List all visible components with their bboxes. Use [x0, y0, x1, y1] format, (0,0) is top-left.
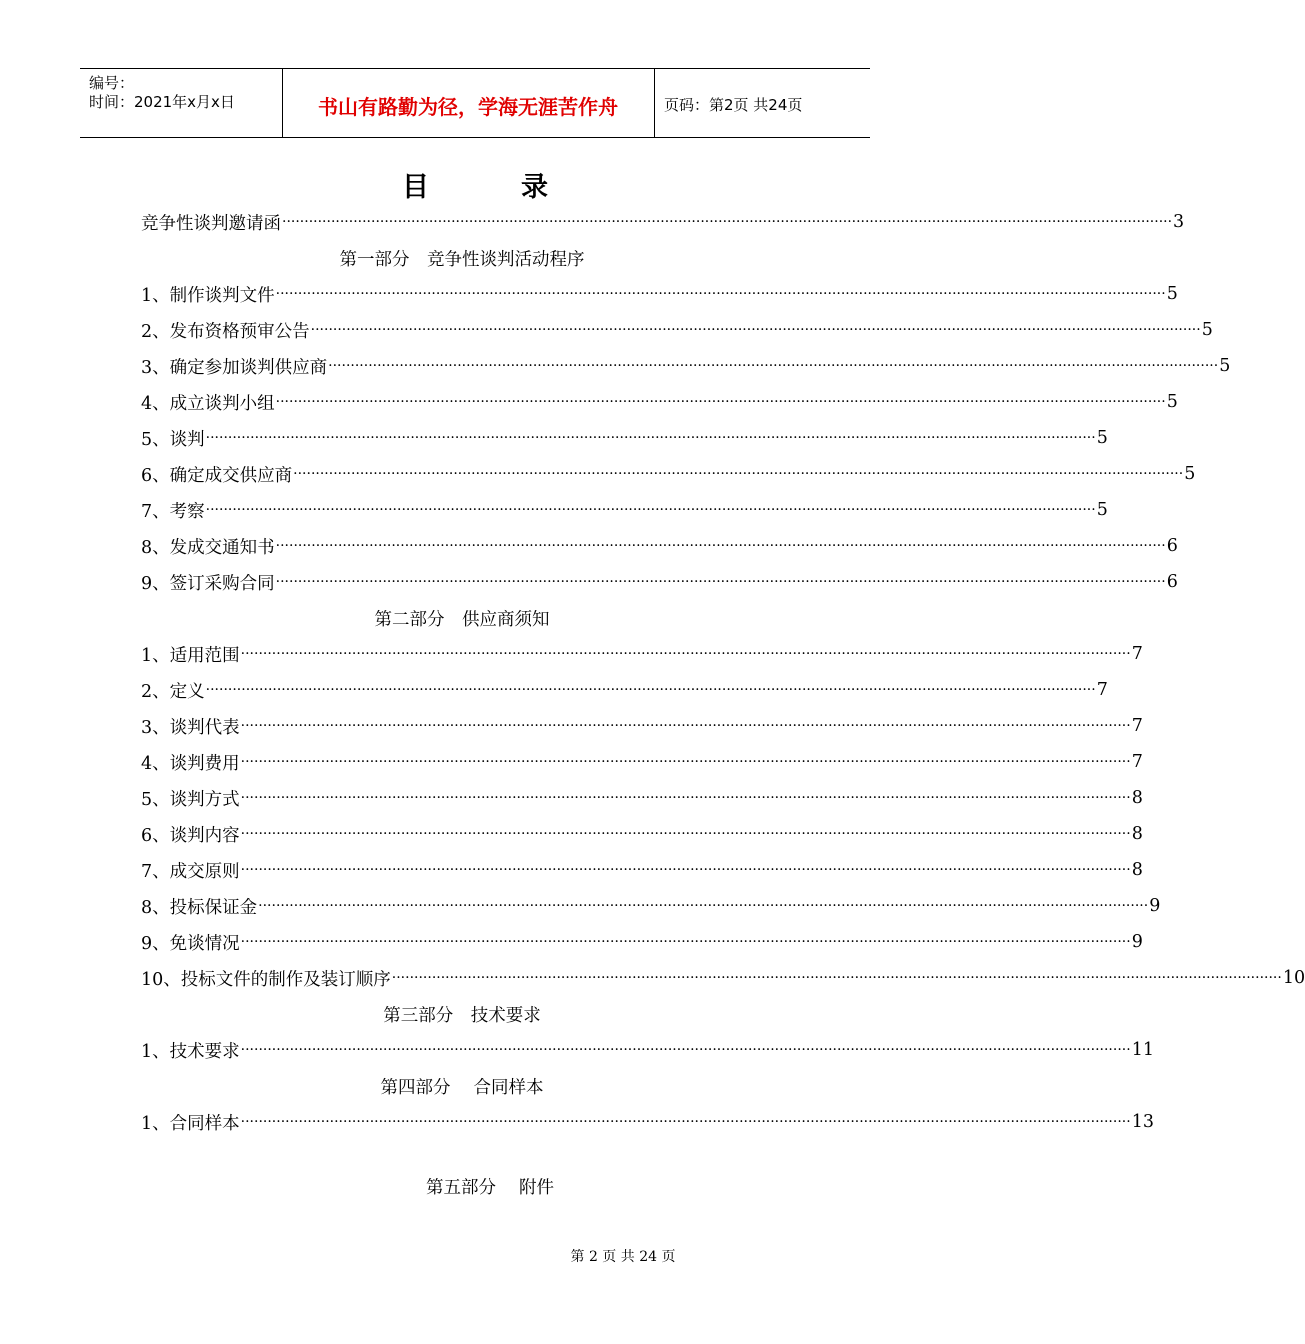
- toc-entry[interactable]: [141, 744, 1143, 780]
- toc-entry-label: 9、签订采购合同: [141, 573, 275, 594]
- toc-entry[interactable]: [141, 1032, 1154, 1068]
- toc-entry[interactable]: [141, 564, 1178, 600]
- toc-section-label: 第二部分 供应商须知: [374, 609, 550, 630]
- toc-entry-label: 1、制作谈判文件: [141, 285, 275, 306]
- toc-entry[interactable]: [141, 492, 1108, 528]
- header-page-cell: [655, 69, 870, 137]
- header-page-info: 页码：第2页 共24页: [664, 96, 803, 114]
- toc-leader-dots: ········································································································································································································: [275, 574, 1166, 590]
- toc-entry-page: 8: [1131, 860, 1143, 880]
- toc-entry-label: 10、投标文件的制作及装订顺序: [141, 969, 391, 990]
- toc-leader-dots: ········································································································································································································: [240, 790, 1131, 806]
- toc-entry-label: 竞争性谈判邀请函: [141, 213, 281, 234]
- toc-section-heading: [141, 600, 773, 636]
- toc-entry-page: 5: [1201, 320, 1213, 340]
- toc-entry[interactable]: [141, 852, 1143, 888]
- toc-entry[interactable]: [141, 204, 1185, 240]
- toc-leader-dots: ········································································································································································································: [240, 754, 1131, 770]
- toc-entry[interactable]: [141, 636, 1143, 672]
- toc-entry-label: 9、免谈情况: [141, 933, 240, 954]
- toc-entry-label: 5、谈判方式: [141, 789, 240, 810]
- toc-entry[interactable]: [141, 348, 1231, 384]
- toc-entry-label: 6、谈判内容: [141, 825, 240, 846]
- toc-entry-label: 6、确定成交供应商: [141, 465, 293, 486]
- toc-leader-dots: ········································································································································································································: [282, 214, 1173, 230]
- toc-entry-page: 3: [1173, 212, 1185, 232]
- page-footer: 第 2 页 共 24 页: [570, 1249, 676, 1265]
- toc-entry[interactable]: [141, 420, 1108, 456]
- toc-entry-label: 7、考察: [141, 501, 205, 522]
- toc-entry[interactable]: [141, 960, 1305, 996]
- toc-entry-label: 1、适用范围: [141, 645, 240, 666]
- toc-entry-page: 11: [1131, 1040, 1154, 1060]
- toc-leader-dots: ········································································································································································································: [240, 1042, 1131, 1058]
- toc-entry-page: 6: [1166, 572, 1178, 592]
- toc-entry-label: 7、成交原则: [141, 861, 240, 882]
- toc-section-label: 第一部分 竞争性谈判活动程序: [339, 249, 585, 270]
- toc-leader-dots: ········································································································································································································: [275, 394, 1166, 410]
- toc-entry-page: 5: [1219, 356, 1231, 376]
- toc-section-heading: [141, 240, 773, 276]
- toc-entry-page: 7: [1096, 680, 1108, 700]
- toc-title-part2: 录: [521, 172, 548, 203]
- toc-leader-dots: ········································································································································································································: [205, 502, 1096, 518]
- toc-leader-dots: ········································································································································································································: [310, 322, 1201, 338]
- toc-entry-label: 2、定义: [141, 681, 205, 702]
- toc-leader-dots: ········································································································································································································: [205, 430, 1096, 446]
- toc-entry-page: 7: [1131, 644, 1143, 664]
- toc-entry-page: 13: [1131, 1112, 1154, 1132]
- toc-entry-label: 4、成立谈判小组: [141, 393, 275, 414]
- toc-entry-page: 9: [1131, 932, 1143, 952]
- toc-leader-dots: ········································································································································································································: [240, 934, 1131, 950]
- toc-entry-label: 3、谈判代表: [141, 717, 240, 738]
- toc-entry[interactable]: [141, 276, 1178, 312]
- toc-entry-label: 4、谈判费用: [141, 753, 240, 774]
- toc-leader-dots: ········································································································································································································: [293, 466, 1184, 482]
- toc-entry[interactable]: [141, 924, 1143, 960]
- page-header: [80, 68, 870, 138]
- header-motto: 书山有路勤为径，学海无涯苦作舟: [318, 95, 618, 119]
- toc-leader-dots: ········································································································································································································: [240, 1114, 1131, 1130]
- toc-entry[interactable]: [141, 528, 1178, 564]
- toc-entry-label: 3、确定参加谈判供应商: [141, 357, 328, 378]
- toc-entry-page: 7: [1131, 716, 1143, 736]
- toc-leader-dots: ········································································································································································································: [240, 862, 1131, 878]
- toc-leader-dots: ········································································································································································································: [240, 826, 1131, 842]
- toc-entry-page: 6: [1166, 536, 1178, 556]
- toc-entry-page: 5: [1096, 428, 1108, 448]
- toc-entry-page: 10: [1282, 968, 1305, 988]
- toc-leader-dots: ········································································································································································································: [328, 358, 1219, 374]
- toc-leader-dots: ········································································································································································································: [391, 970, 1282, 986]
- toc-title-part1: 目: [402, 172, 429, 203]
- toc-leader-dots: ········································································································································································································: [258, 898, 1149, 914]
- toc-section-heading: [141, 996, 773, 1032]
- toc-leader-dots: ········································································································································································································: [240, 646, 1131, 662]
- toc-entry[interactable]: [141, 1104, 1154, 1140]
- header-motto-cell: [282, 69, 655, 137]
- toc-entry-label: 1、合同样本: [141, 1113, 240, 1134]
- toc-leader-dots: ········································································································································································································: [240, 718, 1131, 734]
- toc-leader-dots: ········································································································································································································: [275, 286, 1166, 302]
- toc-entry-page: 9: [1149, 896, 1161, 916]
- toc-entry[interactable]: [141, 708, 1143, 744]
- toc-entry-page: 5: [1096, 500, 1108, 520]
- toc-title: [0, 165, 950, 204]
- toc-entry-page: 5: [1166, 392, 1178, 412]
- toc-section-heading: [141, 1068, 773, 1104]
- toc-section-label: 第三部分 技术要求: [383, 1005, 541, 1026]
- toc-entry-label: 8、发成交通知书: [141, 537, 275, 558]
- toc-entry[interactable]: [141, 672, 1108, 708]
- toc-entry-label: 5、谈判: [141, 429, 205, 450]
- toc-entry[interactable]: [141, 780, 1143, 816]
- toc-leader-dots: ········································································································································································································: [275, 538, 1166, 554]
- toc-section-label: 第四部分 合同样本: [380, 1077, 544, 1098]
- toc-entry-page: 8: [1131, 824, 1143, 844]
- toc-entry-page: 5: [1166, 284, 1178, 304]
- document-date: 时间：2021年x月x日: [89, 93, 235, 111]
- toc-section-heading: 第五部分 附件: [425, 1178, 555, 1198]
- toc-entry-page: 8: [1131, 788, 1143, 808]
- table-of-contents: [141, 204, 1305, 1140]
- toc-entry-page: 5: [1184, 464, 1196, 484]
- toc-entry[interactable]: [141, 888, 1161, 924]
- toc-entry[interactable]: [141, 312, 1213, 348]
- toc-entry-page: 7: [1131, 752, 1143, 772]
- document-number-label: 编号：: [89, 74, 135, 92]
- header-meta-cell: [80, 69, 283, 137]
- toc-entry-label: 8、投标保证金: [141, 897, 258, 918]
- toc-entry[interactable]: [141, 816, 1143, 852]
- toc-entry-label: 1、技术要求: [141, 1041, 240, 1062]
- toc-entry[interactable]: [141, 456, 1196, 492]
- toc-entry[interactable]: [141, 384, 1178, 420]
- toc-entry-label: 2、发布资格预审公告: [141, 321, 310, 342]
- toc-leader-dots: ········································································································································································································: [205, 682, 1096, 698]
